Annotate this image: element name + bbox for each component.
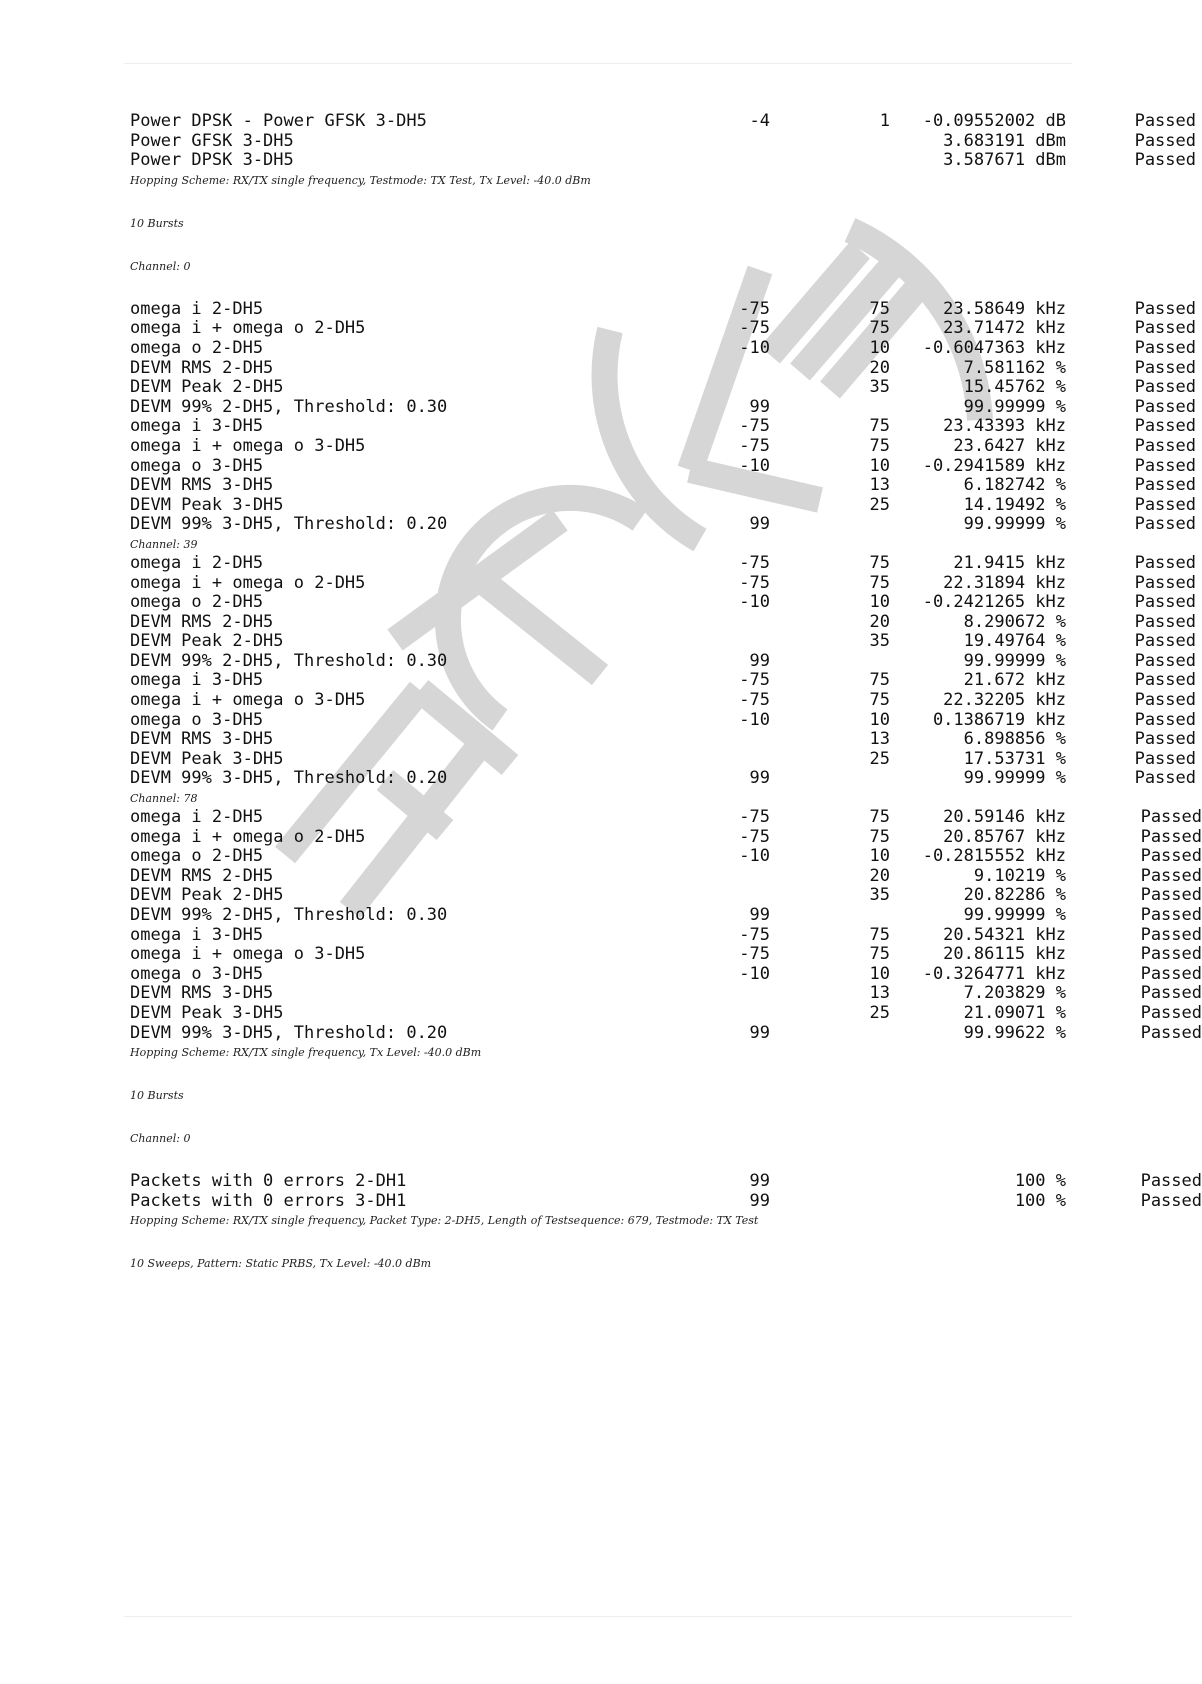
measurement-name: omega i 2-DH5 <box>130 807 264 828</box>
lower-limit: 99 <box>749 1022 770 1043</box>
result-row <box>130 885 1202 906</box>
top-rule <box>124 63 1072 64</box>
measured-value: -0.6047363 kHz <box>922 337 1066 358</box>
measurement-name: Packets with 0 errors 2-DH1 <box>130 1171 407 1192</box>
result-status: Passed <box>1134 650 1196 671</box>
measurement-name: omega o 2-DH5 <box>130 592 264 613</box>
measured-value: -0.2941589 kHz <box>922 455 1066 476</box>
upper-limit: 13 <box>869 983 890 1004</box>
result-status: Passed <box>1140 963 1202 984</box>
spacer <box>130 1062 1080 1086</box>
spacer <box>130 190 1080 214</box>
measured-value: 99.99999 % <box>963 396 1066 417</box>
section-note: Channel: 0 <box>130 1132 191 1146</box>
result-status: Passed <box>1134 611 1196 632</box>
spacer <box>130 1105 1080 1129</box>
result-row <box>130 690 1196 711</box>
measured-value: 99.99999 % <box>963 905 1066 925</box>
spacer <box>130 1230 1080 1254</box>
lower-limit: -75 <box>739 924 770 945</box>
result-status: Passed <box>1134 670 1196 691</box>
measurement-name: DEVM RMS 2-DH5 <box>130 865 274 886</box>
measurement-name: omega o 3-DH5 <box>130 709 264 730</box>
result-status: Passed <box>1140 1002 1202 1023</box>
measurement-name: DEVM 99% 2-DH5, Threshold: 0.30 <box>130 905 448 925</box>
upper-limit: 75 <box>869 924 890 945</box>
section-note: Hopping Scheme: RX/TX single frequency, Packet Type: 2-DH5, Length of Testsequence: 679, Testmode: TX Test <box>130 1214 759 1228</box>
upper-limit: 75 <box>869 552 890 573</box>
result-status: Passed <box>1134 475 1196 496</box>
upper-limit: 75 <box>869 435 890 456</box>
result-status: Passed <box>1140 1022 1202 1043</box>
result-status: Passed <box>1134 357 1196 378</box>
measured-value: 6.182742 % <box>963 475 1066 496</box>
measurement-name: DEVM Peak 2-DH5 <box>130 885 284 906</box>
result-row <box>130 748 1196 770</box>
result-row <box>130 377 1196 398</box>
measured-value: 20.86115 kHz <box>943 944 1066 965</box>
measurement-name: DEVM 99% 3-DH5, Threshold: 0.20 <box>130 768 448 789</box>
result-row <box>130 905 1202 926</box>
result-row <box>130 357 1196 379</box>
measurement-name: omega i + omega o 3-DH5 <box>130 690 366 711</box>
measured-value: 17.53731 % <box>963 748 1066 769</box>
result-row <box>130 396 1196 418</box>
upper-limit: 10 <box>869 337 890 358</box>
result-row <box>130 455 1196 477</box>
upper-limit: 10 <box>869 963 890 984</box>
result-row <box>130 514 1196 535</box>
result-row <box>130 494 1196 516</box>
result-status: Passed <box>1134 592 1196 613</box>
test-report-body <box>130 111 1202 1273</box>
measurement-name: DEVM Peak 3-DH5 <box>130 748 284 769</box>
lower-limit: -75 <box>739 416 770 437</box>
measurement-name: omega i + omega o 2-DH5 <box>130 826 366 847</box>
result-row <box>130 130 1196 152</box>
lower-limit: -10 <box>739 337 770 358</box>
measured-value: 100 % <box>1014 1190 1066 1211</box>
result-row <box>130 592 1196 613</box>
result-row <box>130 611 1196 633</box>
result-row <box>130 318 1196 339</box>
upper-limit: 35 <box>869 631 890 652</box>
measured-value: 99.99622 % <box>963 1022 1066 1043</box>
measured-value: 21.09071 % <box>963 1002 1066 1023</box>
measurement-name: omega i 2-DH5 <box>130 298 264 319</box>
upper-limit: 75 <box>869 944 890 965</box>
measured-value: 7.581162 % <box>963 357 1066 378</box>
measurement-name: omega o 2-DH5 <box>130 337 264 358</box>
measurement-name: omega o 3-DH5 <box>130 455 264 476</box>
result-status: Passed <box>1134 416 1196 437</box>
result-row <box>130 983 1202 1004</box>
measurement-name: DEVM RMS 3-DH5 <box>130 475 274 496</box>
measurement-name: omega i + omega o 3-DH5 <box>130 435 366 456</box>
measured-value: 3.587671 dBm <box>943 150 1066 171</box>
measurement-name: omega i + omega o 2-DH5 <box>130 572 366 593</box>
measured-value: 14.19492 % <box>963 494 1066 515</box>
result-row <box>130 298 1196 320</box>
measured-value: 22.32205 kHz <box>943 690 1066 711</box>
result-status: Passed <box>1134 514 1196 535</box>
lower-limit: -10 <box>739 455 770 476</box>
measured-value: 99.99999 % <box>963 768 1066 789</box>
measurement-name: DEVM Peak 2-DH5 <box>130 377 284 398</box>
measurement-name: Packets with 0 errors 3-DH1 <box>130 1190 407 1211</box>
measurement-name: DEVM 99% 2-DH5, Threshold: 0.30 <box>130 650 448 671</box>
bottom-rule <box>124 1616 1072 1617</box>
lower-limit: -4 <box>749 111 770 131</box>
result-status: Passed <box>1140 846 1202 867</box>
result-row <box>130 416 1196 437</box>
measurement-name: DEVM 99% 3-DH5, Threshold: 0.20 <box>130 514 448 535</box>
measurement-name: omega i 2-DH5 <box>130 552 264 573</box>
upper-limit: 75 <box>869 318 890 339</box>
section-note: Channel: 78 <box>130 792 198 806</box>
lower-limit: 99 <box>749 905 770 925</box>
result-row <box>130 826 1202 848</box>
measured-value: 20.85767 kHz <box>943 826 1066 847</box>
spacer <box>130 276 1080 300</box>
measured-value: -0.3264771 kHz <box>922 963 1066 984</box>
result-row <box>130 846 1202 867</box>
section-note: Hopping Scheme: RX/TX single frequency, Tx Level: -40.0 dBm <box>130 1046 482 1060</box>
measured-value: 15.45762 % <box>963 377 1066 398</box>
result-row <box>130 1002 1202 1024</box>
measured-value: 19.49764 % <box>963 631 1066 652</box>
result-status: Passed <box>1134 396 1196 417</box>
measured-value: 100 % <box>1014 1171 1066 1192</box>
measurement-name: DEVM RMS 2-DH5 <box>130 357 274 378</box>
result-row <box>130 807 1202 828</box>
upper-limit: 10 <box>869 709 890 730</box>
result-row <box>130 1171 1202 1192</box>
result-row <box>130 924 1202 946</box>
lower-limit: -75 <box>739 572 770 593</box>
measurement-name: DEVM 99% 2-DH5, Threshold: 0.30 <box>130 396 448 417</box>
measured-value: 23.58649 kHz <box>943 298 1066 319</box>
lower-limit: -75 <box>739 690 770 711</box>
result-row <box>130 572 1196 594</box>
result-row <box>130 709 1196 731</box>
measured-value: 8.290672 % <box>963 611 1066 632</box>
lower-limit: -10 <box>739 592 770 613</box>
result-status: Passed <box>1134 455 1196 476</box>
measured-value: 23.43393 kHz <box>943 416 1066 437</box>
upper-limit: 13 <box>869 729 890 750</box>
lower-limit: -10 <box>739 963 770 984</box>
measured-value: 23.6427 kHz <box>953 435 1066 456</box>
result-row <box>130 1022 1202 1044</box>
lower-limit: -75 <box>739 670 770 691</box>
result-status: Passed <box>1134 572 1196 593</box>
result-status: Passed <box>1134 709 1196 730</box>
lower-limit: -10 <box>739 846 770 867</box>
result-status: Passed <box>1140 983 1202 1004</box>
measured-value: 21.672 kHz <box>963 670 1066 691</box>
measured-value: 20.54321 kHz <box>943 924 1066 945</box>
lower-limit: 99 <box>749 1171 770 1192</box>
upper-limit: 75 <box>869 807 890 828</box>
upper-limit: 20 <box>869 357 890 378</box>
result-status: Passed <box>1134 690 1196 711</box>
result-status: Passed <box>1140 865 1202 886</box>
lower-limit: -75 <box>739 807 770 828</box>
result-row <box>130 150 1196 171</box>
measurement-name: Power DPSK 3-DH5 <box>130 150 294 171</box>
measurement-name: DEVM 99% 3-DH5, Threshold: 0.20 <box>130 1022 448 1043</box>
section-note: Hopping Scheme: RX/TX single frequency, Testmode: TX Test, Tx Level: -40.0 dBm <box>130 173 591 187</box>
upper-limit: 20 <box>869 611 890 632</box>
measured-value: 22.31894 kHz <box>943 572 1066 593</box>
result-status: Passed <box>1134 768 1196 789</box>
measurement-name: omega o 2-DH5 <box>130 846 264 867</box>
upper-limit: 75 <box>869 826 890 847</box>
upper-limit: 75 <box>869 690 890 711</box>
result-status: Passed <box>1134 729 1196 750</box>
measured-value: 0.1386719 kHz <box>932 709 1066 730</box>
upper-limit: 75 <box>869 670 890 691</box>
measured-value: 23.71472 kHz <box>943 318 1066 339</box>
section-note: 10 Bursts <box>130 1089 184 1103</box>
lower-limit: -75 <box>739 435 770 456</box>
measured-value: -0.2421265 kHz <box>922 592 1066 613</box>
result-status: Passed <box>1134 150 1196 171</box>
measured-value: 20.59146 kHz <box>943 807 1066 828</box>
result-row <box>130 670 1196 691</box>
result-status: Passed <box>1134 494 1196 515</box>
measurement-name: DEVM Peak 2-DH5 <box>130 631 284 652</box>
upper-limit: 25 <box>869 494 890 515</box>
measurement-name: DEVM RMS 2-DH5 <box>130 611 274 632</box>
lower-limit: 99 <box>749 650 770 671</box>
measured-value: 7.203829 % <box>963 983 1066 1004</box>
result-status: Passed <box>1140 924 1202 945</box>
result-status: Passed <box>1140 1171 1202 1192</box>
measured-value: 3.683191 dBm <box>943 130 1066 151</box>
result-status: Passed <box>1140 1190 1202 1211</box>
lower-limit: 99 <box>749 1190 770 1211</box>
measurement-name: DEVM RMS 3-DH5 <box>130 729 274 750</box>
spacer <box>130 1148 1080 1172</box>
measured-value: -0.09552002 dB <box>922 111 1066 131</box>
spacer <box>130 233 1080 257</box>
result-row <box>130 552 1196 574</box>
result-status: Passed <box>1140 885 1202 906</box>
lower-limit: -75 <box>739 552 770 573</box>
lower-limit: 99 <box>749 396 770 417</box>
section-note: Channel: 39 <box>130 537 198 551</box>
measurement-name: Power DPSK - Power GFSK 3-DH5 <box>130 111 427 131</box>
measurement-name: omega i 3-DH5 <box>130 924 264 945</box>
measurement-name: DEVM Peak 3-DH5 <box>130 1002 284 1023</box>
result-row <box>130 111 1196 132</box>
result-row <box>130 963 1202 985</box>
result-status: Passed <box>1134 552 1196 573</box>
measurement-name: omega i + omega o 3-DH5 <box>130 944 366 965</box>
measurement-name: omega o 3-DH5 <box>130 963 264 984</box>
result-row <box>130 1190 1202 1212</box>
result-row <box>130 768 1196 789</box>
upper-limit: 20 <box>869 865 890 886</box>
measured-value: 6.898856 % <box>963 729 1066 750</box>
result-status: Passed <box>1140 944 1202 965</box>
measurement-name: omega i + omega o 2-DH5 <box>130 318 366 339</box>
lower-limit: -75 <box>739 318 770 339</box>
result-status: Passed <box>1140 905 1202 925</box>
result-status: Passed <box>1134 377 1196 398</box>
upper-limit: 10 <box>869 592 890 613</box>
measurement-name: omega i 3-DH5 <box>130 670 264 691</box>
measured-value: 20.82286 % <box>963 885 1066 906</box>
result-status: Passed <box>1134 631 1196 652</box>
result-row <box>130 729 1196 750</box>
section-note: Channel: 0 <box>130 259 191 273</box>
measurement-name: Power GFSK 3-DH5 <box>130 130 294 151</box>
measurement-name: omega i 3-DH5 <box>130 416 264 437</box>
upper-limit: 35 <box>869 885 890 906</box>
measured-value: 9.10219 % <box>973 865 1066 886</box>
result-row <box>130 337 1196 359</box>
lower-limit: -75 <box>739 826 770 847</box>
result-status: Passed <box>1134 435 1196 456</box>
measurement-name: DEVM RMS 3-DH5 <box>130 983 274 1004</box>
result-row <box>130 475 1196 496</box>
upper-limit: 75 <box>869 416 890 437</box>
result-status: Passed <box>1140 807 1202 828</box>
result-row <box>130 944 1202 965</box>
upper-limit: 75 <box>869 572 890 593</box>
measured-value: 21.9415 kHz <box>953 552 1066 573</box>
result-status: Passed <box>1134 298 1196 319</box>
measurement-name: DEVM Peak 3-DH5 <box>130 494 284 515</box>
upper-limit: 35 <box>869 377 890 398</box>
section-note: 10 Bursts <box>130 216 184 230</box>
upper-limit: 13 <box>869 475 890 496</box>
result-row <box>130 631 1196 652</box>
measured-value: 99.99999 % <box>963 650 1066 671</box>
lower-limit: 99 <box>749 768 770 789</box>
lower-limit: -75 <box>739 298 770 319</box>
lower-limit: -10 <box>739 709 770 730</box>
lower-limit: -75 <box>739 944 770 965</box>
upper-limit: 25 <box>869 748 890 769</box>
result-row <box>130 435 1196 457</box>
measured-value: -0.2815552 kHz <box>922 846 1066 867</box>
result-status: Passed <box>1134 337 1196 358</box>
result-row <box>130 865 1202 887</box>
result-status: Passed <box>1140 826 1202 847</box>
upper-limit: 25 <box>869 1002 890 1023</box>
lower-limit: 99 <box>749 514 770 535</box>
result-row <box>130 650 1196 672</box>
result-status: Passed <box>1134 748 1196 769</box>
upper-limit: 10 <box>869 455 890 476</box>
section-note: 10 Sweeps, Pattern: Static PRBS, Tx Level: -40.0 dBm <box>130 1257 432 1271</box>
result-status: Passed <box>1134 130 1196 151</box>
upper-limit: 1 <box>879 111 890 131</box>
upper-limit: 75 <box>869 298 890 319</box>
result-status: Passed <box>1134 318 1196 339</box>
measured-value: 99.99999 % <box>963 514 1066 535</box>
upper-limit: 10 <box>869 846 890 867</box>
result-status: Passed <box>1134 111 1196 131</box>
